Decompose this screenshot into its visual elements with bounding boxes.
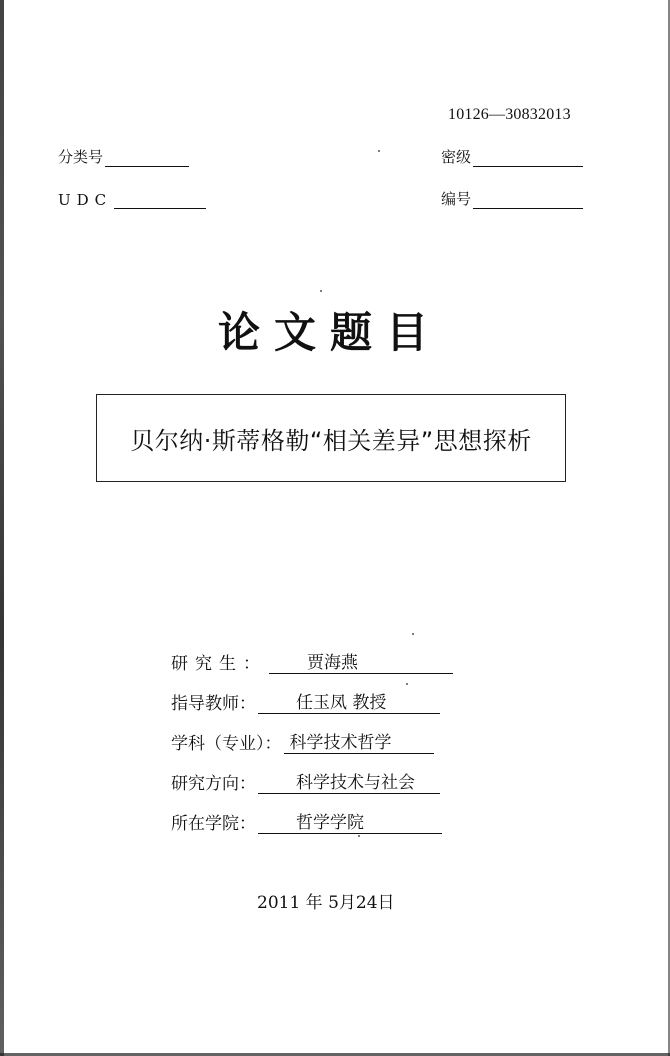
scan-speck	[406, 683, 408, 685]
submission-date: 2011 年 5月24日	[257, 893, 395, 913]
secrecy-field	[441, 145, 583, 167]
thesis-title-box	[96, 394, 566, 482]
discipline-label: 学科（专业）：	[171, 734, 282, 754]
research-direction-label: 研究方向：	[171, 774, 256, 794]
info-row-advisor	[171, 688, 440, 714]
info-row-student	[171, 648, 453, 674]
research-direction-underline	[258, 771, 440, 794]
school-underline	[258, 811, 442, 834]
scan-speck	[320, 290, 322, 292]
number-label: 编号	[441, 190, 472, 208]
advisor-label: 指导教师：	[171, 694, 256, 714]
advisor-underline	[258, 691, 440, 714]
info-row-research-direction	[171, 768, 440, 794]
scan-speck	[378, 150, 380, 152]
student-value: 贾海燕	[307, 653, 358, 673]
student-label: 研究生：	[171, 654, 267, 674]
classification-label: 分类号	[58, 148, 104, 166]
info-row-discipline	[171, 728, 434, 754]
scan-speck	[412, 633, 414, 635]
udc-blank	[114, 192, 206, 209]
student-underline	[269, 651, 453, 674]
scan-edge-left	[0, 0, 4, 1056]
scan-speck	[358, 835, 360, 837]
info-row-school	[171, 808, 442, 834]
thesis-title: 贝尔纳·斯蒂格勒“相关差异”思想探析	[130, 426, 532, 455]
udc-field	[58, 187, 206, 209]
classification-blank	[105, 150, 189, 167]
udc-label: UDC	[58, 191, 113, 209]
school-label: 所在学院：	[171, 814, 256, 834]
school-value: 哲学学院	[296, 813, 364, 833]
classification-field	[58, 145, 189, 167]
number-field	[441, 187, 583, 209]
secrecy-blank	[473, 150, 583, 167]
main-heading: 论文题目	[217, 308, 442, 357]
thesis-id: 10126—30832013	[448, 106, 571, 123]
number-blank	[473, 192, 583, 209]
research-direction-value: 科学技术与社会	[296, 773, 415, 793]
advisor-value: 任玉凤 教授	[296, 693, 387, 713]
discipline-value: 科学技术哲学	[289, 733, 392, 753]
secrecy-label: 密级	[441, 148, 472, 166]
discipline-underline	[284, 731, 434, 754]
